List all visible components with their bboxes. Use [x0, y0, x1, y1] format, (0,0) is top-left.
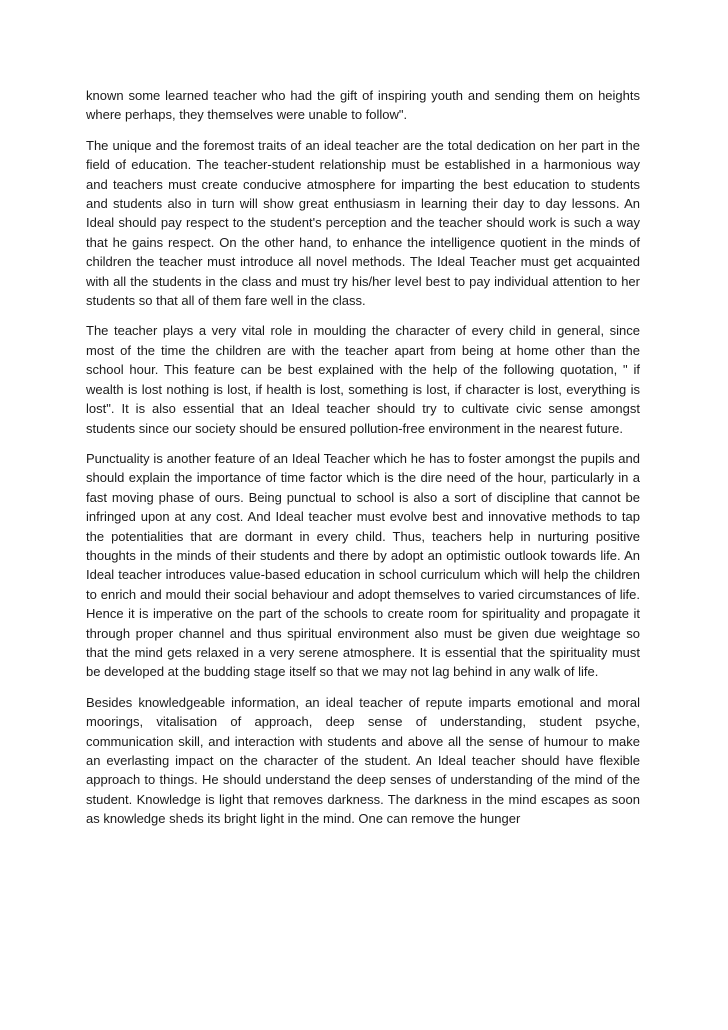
document-page	[86, 86, 640, 840]
paragraph-2: The unique and the foremost traits of an ideal teacher are the total dedication on her part in the field of education. The teacher-student relationship must be established in a harmonious way and teachers must create conducive atmosphere for imparting the best education to students and students also in turn will show great enthusiasm in learning their day to day lessons. An Ideal should pay respect to the student's perception and the teacher should work is such a way that he gains respect. On the other hand, to enhance the intelligence quotient in the minds of children the teacher must introduce all novel methods. The Ideal Teacher must get acquainted with all the students in the class and must try his/her level best to pay individual attention to her students so that all of them fare well in the class.	[86, 137, 640, 309]
paragraph-4: Punctuality is another feature of an Ideal Teacher which he has to foster amongst the pupils and should explain the importance of time factor which is the dire need of the hour, particularly in a fast moving phase of ours. Being punctual to school is also a sort of discipline that cannot be infringed upon at any cost. And Ideal teacher must evolve best and innovative methods to tap the potentialities that are dormant in every child. Thus, teachers help in nurturing positive thoughts in the minds of their students and there by adopt an optimistic outlook towards life. An Ideal teacher introduces value-based education in school curriculum which will help the children to enrich and mould their social behaviour and adopt themselves to varied circumstances of life. Hence it is imperative on the part of the schools to create room for spirituality and propagate it through proper channel and thus spiritual environment also must be given due weightage so that the mind gets relaxed in a very serene atmosphere. It is essential that the spirituality must be developed at the budding stage itself so that we may not lag behind in any walk of life.	[86, 450, 640, 680]
paragraph-3: The teacher plays a very vital role in moulding the character of every child in general, since most of the time the children are with the teacher apart from being at home other than the school hour. This feature can be best explained with the help of the following quotation, " if wealth is lost nothing is lost, if health is lost, something is lost, if character is lost, everything is lost". It is also essential that an Ideal teacher should try to cultivate civic sense amongst students since our society should be ensured pollution-free environment in the nearest future.	[86, 323, 640, 436]
paragraph-5: Besides knowledgeable information, an ideal teacher of repute imparts emotional and moral moorings, vitalisation of approach, deep sense of understanding, student psyche, communication skill, and interaction with students and above all the sense of humour to make an everlasting impact on the character of the student. An Ideal teacher should have flexible approach to things. He should understand the deep senses of understanding of the mind of the student. Knowledge is light that removes darkness. The darkness in the mind escapes as soon as knowledge sheds its bright light in the mind. One can remove the hunger	[86, 694, 640, 827]
paragraph-1: known some learned teacher who had the gift of inspiring youth and sending them on heights where perhaps, they themselves were unable to follow".	[86, 88, 640, 123]
